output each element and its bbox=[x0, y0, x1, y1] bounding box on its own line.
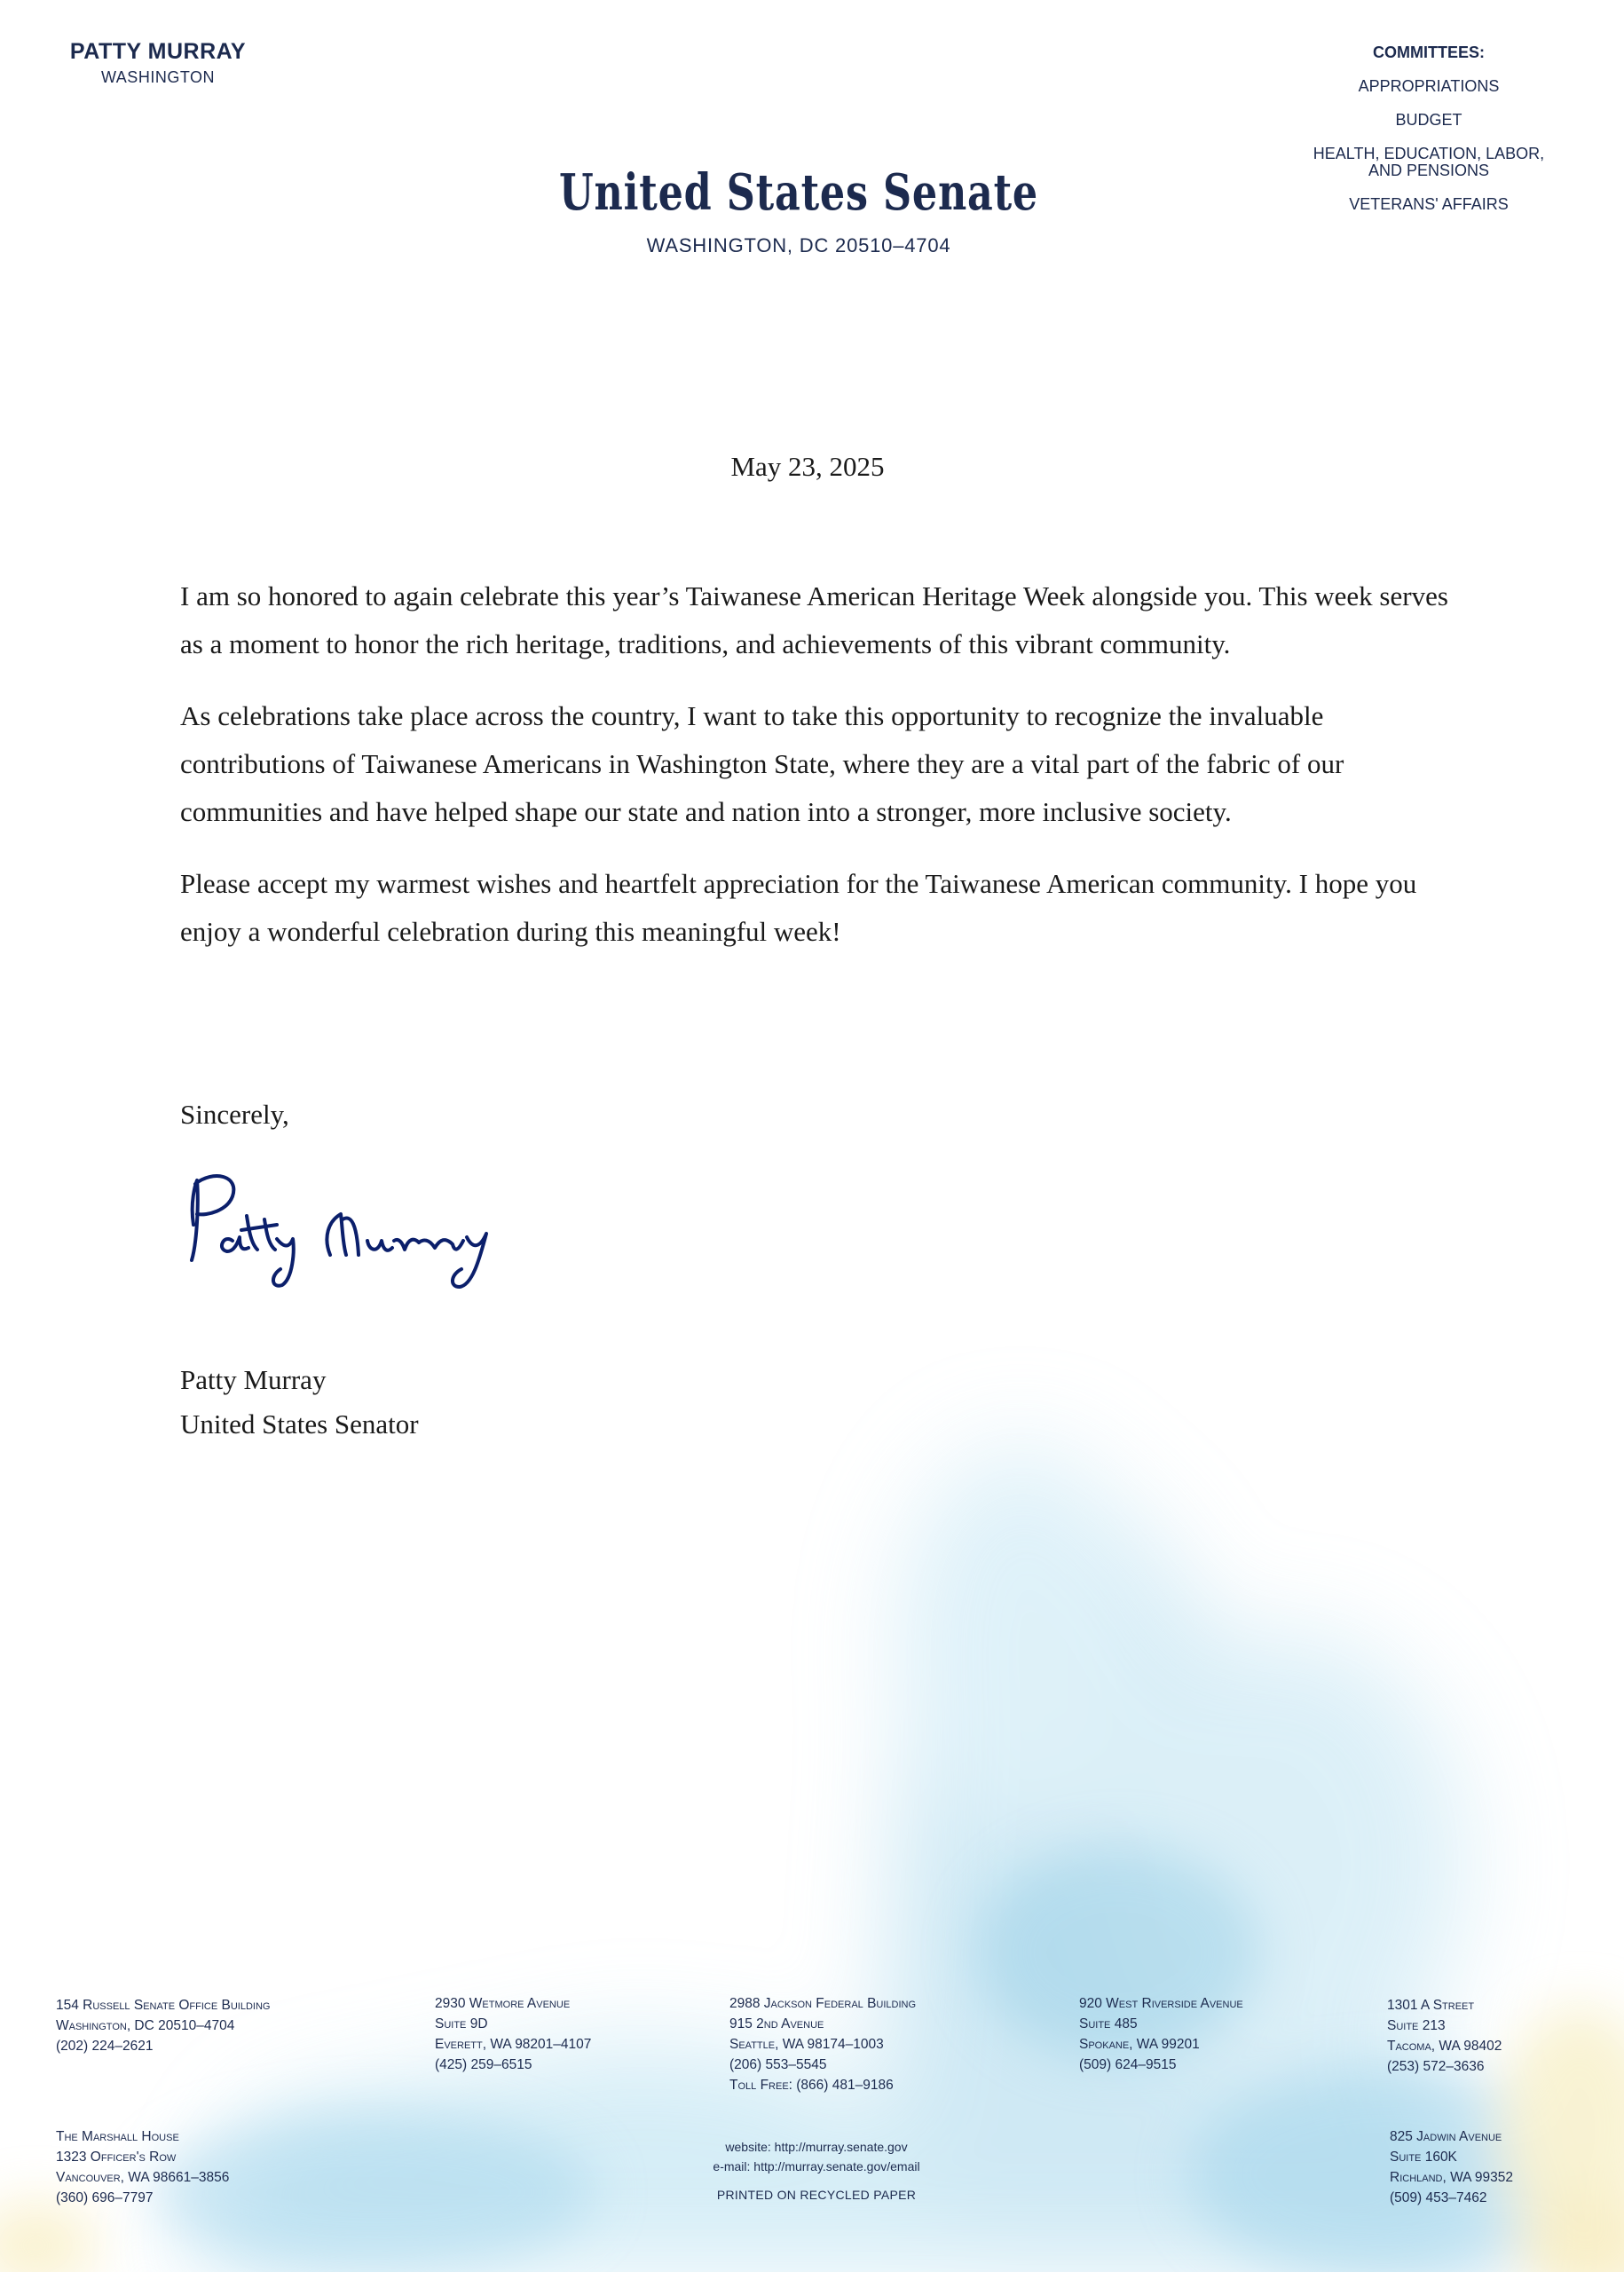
sender-office: WASHINGTON bbox=[100, 68, 215, 86]
sender-name: PATTY MURRAY bbox=[69, 39, 247, 64]
committee-item: VETERANS' AFFAIRS bbox=[1349, 195, 1509, 213]
senate-address: WASHINGTON, DC 20510–4704 bbox=[646, 234, 951, 256]
office-phone: (509) 624–9515 bbox=[1079, 2057, 1177, 2072]
office-phone: (425) 259–6515 bbox=[435, 2057, 532, 2072]
committee-item: HEALTH, EDUCATION, LABOR, AND PENSIONS bbox=[1313, 145, 1545, 179]
office-line: 2988 Jackson Federal Building bbox=[729, 1996, 917, 2011]
committees-list bbox=[1269, 44, 1589, 230]
letter-paragraph: As celebrations take place across the country, I want to take this opportunity to recognize the invaluable contributions of Taiwanese Americans in Washington State, where they are a vital part of the fabric of our communities and have helped shape our state and nation into a stronger, more inclusive society. bbox=[180, 700, 1344, 827]
office-line: Washington, DC 20510–4704 bbox=[56, 2018, 235, 2033]
office-phone: (360) 696–7797 bbox=[56, 2190, 154, 2205]
office-line: 1301 A Street bbox=[1387, 1998, 1475, 2013]
footer-office-seattle bbox=[729, 1993, 916, 2095]
footer-web bbox=[674, 2137, 958, 2205]
senate-masthead bbox=[497, 151, 1100, 257]
committee-item: APPROPRIATIONS bbox=[1358, 77, 1500, 95]
office-line: Suite 160K bbox=[1390, 2150, 1457, 2165]
letter-date: May 23, 2025 bbox=[730, 451, 885, 482]
letter-closing: Sincerely, bbox=[180, 1099, 289, 1130]
recycled-paper-note: PRINTED ON RECYCLED PAPER bbox=[716, 2188, 917, 2202]
office-tollfree: Toll Free: (866) 481–9186 bbox=[729, 2078, 894, 2093]
committee-item: BUDGET bbox=[1395, 111, 1462, 129]
office-line: Suite 9D bbox=[435, 2016, 488, 2031]
website-link[interactable]: website: http://murray.senate.gov bbox=[725, 2140, 908, 2154]
office-line: 915 2nd Avenue bbox=[729, 2016, 824, 2031]
letter-body bbox=[180, 572, 1458, 980]
office-phone: (509) 453–7462 bbox=[1390, 2190, 1487, 2205]
office-phone: (206) 553–5545 bbox=[729, 2057, 827, 2072]
office-line: Suite 213 bbox=[1387, 2018, 1446, 2033]
signer-title: United States Senator bbox=[180, 1408, 419, 1440]
office-line: The Marshall House bbox=[56, 2129, 179, 2144]
footer-office-spokane bbox=[1079, 1993, 1243, 2075]
footer-office-richland bbox=[1390, 2126, 1513, 2208]
signer-name: Patty Murray bbox=[180, 1364, 327, 1395]
footer-office-tacoma bbox=[1387, 1995, 1502, 2077]
office-line: Spokane, WA 99201 bbox=[1079, 2037, 1200, 2052]
office-line: Everett, WA 98201–4107 bbox=[435, 2037, 592, 2052]
office-line: Richland, WA 99352 bbox=[1390, 2170, 1514, 2185]
footer-office-vancouver bbox=[56, 2126, 229, 2208]
office-line: 920 West Riverside Avenue bbox=[1079, 1996, 1243, 2011]
signature-text: Patty Murray bbox=[177, 1163, 183, 1164]
email-link[interactable]: e-mail: http://murray.senate.gov/email bbox=[713, 2159, 920, 2173]
office-line: 1323 Officer's Row bbox=[56, 2150, 177, 2165]
office-line: 825 Jadwin Avenue bbox=[1390, 2129, 1502, 2144]
letter-paragraph: I am so honored to again celebrate this year’s Taiwanese American Heritage Week alongside you. This week serves as a moment to honor the rich heritage, traditions, and achievements of this vibrant community. bbox=[180, 580, 1448, 659]
office-phone: (202) 224–2621 bbox=[56, 2039, 154, 2054]
sender-block bbox=[51, 39, 264, 87]
letter-paragraph: Please accept my warmest wishes and heartfelt appreciation for the Taiwanese American community. I hope you enjoy a wonderful celebration during this meaningful week! bbox=[180, 868, 1417, 947]
office-line: Seattle, WA 98174–1003 bbox=[729, 2037, 884, 2052]
footer-office-everett bbox=[435, 1993, 591, 2075]
signer-block bbox=[180, 1358, 419, 1447]
office-line: 2930 Wetmore Avenue bbox=[435, 1996, 571, 2011]
footer-office-dc bbox=[56, 1995, 270, 2056]
senate-logo bbox=[550, 151, 1047, 231]
senate-title: United States Senate bbox=[559, 163, 1038, 222]
office-line: Suite 485 bbox=[1079, 2016, 1138, 2031]
office-phone: (253) 572–3636 bbox=[1387, 2059, 1485, 2074]
office-line: Tacoma, WA 98402 bbox=[1387, 2039, 1502, 2054]
office-line: 154 Russell Senate Office Building bbox=[56, 1998, 271, 2013]
committees-heading: COMMITTEES: bbox=[1373, 43, 1485, 61]
handwritten-signature bbox=[177, 1163, 532, 1296]
office-line: Vancouver, WA 98661–3856 bbox=[56, 2170, 230, 2185]
